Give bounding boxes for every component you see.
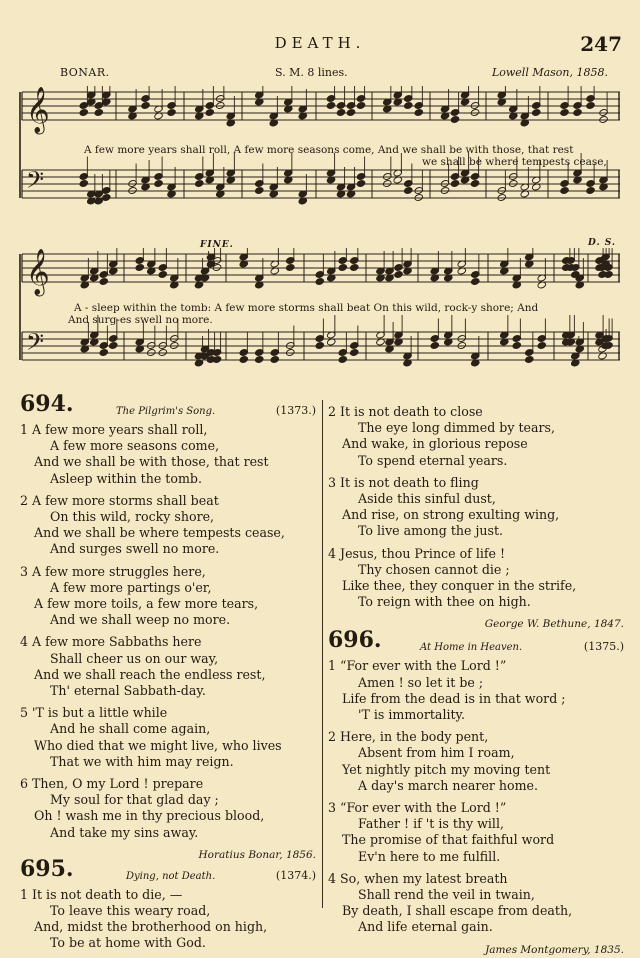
section-title: DEATH. xyxy=(274,34,366,52)
note-head xyxy=(383,180,392,188)
hymn-title: Dying, not Death. xyxy=(126,870,216,882)
hymn-number: 696. xyxy=(328,627,382,654)
verse-line: By death, I shall escape from death, xyxy=(342,903,573,919)
note-head xyxy=(457,342,466,350)
verse-line: Yet nightly pitch my moving tent xyxy=(342,761,551,777)
note-head xyxy=(450,116,459,124)
verse-line: Asleep within the tomb. xyxy=(50,470,202,486)
note-head xyxy=(216,102,225,110)
verse-line: 'T is immortality. xyxy=(358,707,466,723)
hymn-header xyxy=(20,391,316,422)
stanza xyxy=(328,800,624,865)
note-head xyxy=(414,194,423,202)
verse-line: 3 It is not death to fling xyxy=(328,474,479,490)
lyrics-line-1a: A few more years shall roll, A few more seasons come, And we shall be with those, that rest xyxy=(84,144,574,156)
note-head xyxy=(346,109,355,117)
column-divider xyxy=(322,400,323,908)
note-head xyxy=(79,180,88,188)
verse-line: Who died that we might live, who lives xyxy=(34,737,282,753)
verse-line: A few more toils, a few more tears, xyxy=(34,596,259,612)
note-head xyxy=(99,278,108,286)
stanza xyxy=(328,546,624,611)
stanza xyxy=(20,887,316,952)
verse-line: To be at home with God. xyxy=(50,935,206,951)
page-number: 247 xyxy=(580,32,622,56)
hymn-author: James Montgomery, 1835. xyxy=(485,943,624,956)
note-head xyxy=(338,356,347,364)
tune-composer: Lowell Mason, 1858. xyxy=(491,66,608,79)
note-head xyxy=(599,116,608,124)
verse-line: 2 Here, in the body pent, xyxy=(328,729,489,745)
verse-line: 5 'T is but a little while xyxy=(20,705,168,721)
verse-line: Shall cheer us on our way, xyxy=(50,650,219,666)
note-head xyxy=(141,102,150,110)
note-head xyxy=(537,342,546,350)
verse-line: Shall rend the veil in twain, xyxy=(358,887,535,903)
verse-line: And wake, in glorious repose xyxy=(342,436,528,452)
stanza xyxy=(20,493,316,558)
verse-line: 2 It is not death to close xyxy=(328,404,483,419)
hymn-reference: (1375.) xyxy=(583,640,624,654)
note-head xyxy=(94,109,103,117)
hymn-694 xyxy=(20,391,316,863)
verse-line: 3 “For ever with the Lord !” xyxy=(328,800,507,816)
verse-line: Amen ! so let it be ; xyxy=(358,674,484,690)
note-head xyxy=(154,180,163,188)
note-head xyxy=(286,264,295,272)
note-head xyxy=(560,109,569,117)
tune-name: BONAR. xyxy=(60,66,110,79)
note-head xyxy=(404,102,413,110)
hymn-title: The Pilgrim's Song. xyxy=(116,406,216,417)
stanza xyxy=(328,404,624,469)
verse-line: The eye long dimmed by tears, xyxy=(358,420,555,436)
note-head xyxy=(525,356,534,364)
hymn-author: George W. Bethune, 1847. xyxy=(484,618,624,631)
verse-line: A few more partings o'er, xyxy=(50,579,212,595)
note-head xyxy=(255,187,264,195)
hymn-reference: (1373.) xyxy=(275,404,316,417)
note-head xyxy=(286,349,295,357)
treble-clef: 𝄞 xyxy=(26,87,50,133)
left-column xyxy=(20,391,316,958)
verse-line: And we shall reach the endless rest, xyxy=(34,666,266,682)
stanza xyxy=(20,705,316,770)
verse-line: To spend eternal years. xyxy=(358,452,508,468)
note-head xyxy=(586,102,595,110)
hymn-695-continued xyxy=(328,404,624,610)
note-head xyxy=(532,109,541,117)
lyrics-line-2a: A - sleep within the tomb: A few more storms shall beat On this wild, rock-y shore; And xyxy=(74,302,539,314)
verse-line: That we with him may reign. xyxy=(50,753,234,769)
verse-line: 1 It is not death to die, — xyxy=(20,886,183,902)
verse-line: To leave this weary road, xyxy=(50,903,211,919)
stanza xyxy=(328,658,624,723)
verse-line: On this wild, rocky shore, xyxy=(50,509,215,525)
verse-line: And rise, on strong exulting wing, xyxy=(342,507,560,523)
stanza xyxy=(328,729,624,794)
note-head xyxy=(158,271,167,279)
note-head xyxy=(270,356,279,364)
verse-line: And we shall be with those, that rest xyxy=(34,454,269,470)
note-head xyxy=(158,349,167,357)
note-head xyxy=(350,349,359,357)
lyrics-line-2b: And surg-es swell no more. xyxy=(68,314,213,326)
hymn-number: 695. xyxy=(20,855,74,882)
verse-line: Ev'n here to me fulfill. xyxy=(358,848,501,864)
verse-line: And take my sins away. xyxy=(50,824,199,840)
verse-line: Oh ! wash me in thy precious blood, xyxy=(34,808,265,824)
verse-line: 1 “For ever with the Lord !” xyxy=(328,658,507,674)
hymn-title: At Home in Heaven. xyxy=(420,642,523,654)
hymn-reference: (1374.) xyxy=(275,868,316,882)
note-head xyxy=(79,109,88,117)
hymn-stanzas xyxy=(328,658,624,935)
stanza xyxy=(328,871,624,936)
right-column xyxy=(328,404,624,958)
verse-line: 4 So, when my latest breath xyxy=(328,870,508,886)
hymn-696 xyxy=(328,627,624,957)
verse-line: Thy chosen cannot die ; xyxy=(358,561,510,577)
note-head xyxy=(497,194,506,202)
verse-line: And surges swell no more. xyxy=(50,541,220,557)
verse-line: And he shall come again, xyxy=(50,721,211,737)
hymn-header xyxy=(20,855,316,887)
note-head xyxy=(326,102,335,110)
fine-marking: FINE. xyxy=(200,240,234,250)
note-head xyxy=(450,180,459,188)
note-head xyxy=(135,264,144,272)
verse-line: 3 A few more struggles here, xyxy=(20,563,206,579)
verse-line: Life from the dead is in that word ; xyxy=(342,690,566,706)
verse-line: 1 A few more years shall roll, xyxy=(20,422,208,437)
note-head xyxy=(147,349,156,357)
tune-meter: S. M. 8 lines. xyxy=(275,66,348,79)
stanza xyxy=(20,776,316,841)
stanza xyxy=(328,475,624,540)
verse-line: 6 Then, O my Lord ! prepare xyxy=(20,776,204,792)
note-head xyxy=(414,109,423,117)
verse-line: To reign with thee on high. xyxy=(358,594,531,610)
note-head xyxy=(99,349,108,357)
note-head xyxy=(128,187,137,195)
note-head xyxy=(350,264,359,272)
note-head xyxy=(205,109,214,117)
stanza xyxy=(20,564,316,629)
verse-line: 4 A few more Sabbaths here xyxy=(20,634,202,650)
hymn-stanzas xyxy=(20,422,316,841)
note-head xyxy=(471,278,480,286)
bass-clef: 𝄢 xyxy=(26,166,45,199)
note-head xyxy=(356,180,365,188)
verse-line: Father ! if 't is thy will, xyxy=(358,816,504,832)
note-head xyxy=(338,264,347,272)
verse-line: Absent from him I roam, xyxy=(358,745,515,761)
note-head xyxy=(239,356,248,364)
note-head xyxy=(356,102,365,110)
verse-line: A day's march nearer home. xyxy=(358,777,539,793)
stanza xyxy=(20,422,316,487)
verse-line: And life eternal gain. xyxy=(358,919,493,935)
hymn-header xyxy=(328,627,624,658)
note-head xyxy=(195,180,204,188)
note-head xyxy=(315,278,324,286)
verse-line: And we shall weep no more. xyxy=(50,612,231,628)
note-head xyxy=(470,180,479,188)
lyrics-line-1b: we shall be where tempests cease, xyxy=(422,156,607,168)
verse-line: 2 A few more storms shall beat xyxy=(20,492,219,508)
note-head xyxy=(404,187,413,195)
verse-line: Like thee, they conquer in the strife, xyxy=(342,578,577,594)
verse-line: Aside this sinful dust, xyxy=(358,491,496,507)
verse-line: 4 Jesus, thou Prince of life ! xyxy=(328,545,506,561)
treble-clef: 𝄞 xyxy=(26,249,50,295)
note-head xyxy=(167,109,176,117)
verse-line: The promise of that faithful word xyxy=(342,832,555,848)
hymn-695 xyxy=(20,855,316,952)
verse-line: A few more seasons come, xyxy=(50,438,220,454)
verse-line: My soul for that glad day ; xyxy=(50,792,219,808)
hymn-author: Horatius Bonar, 1856. xyxy=(198,848,316,861)
note-head xyxy=(560,187,569,195)
verse-line: To live among the just. xyxy=(358,523,504,539)
note-head xyxy=(440,187,449,195)
note-head xyxy=(573,109,582,117)
hymn-number: 694. xyxy=(20,391,74,417)
note-head xyxy=(586,187,595,195)
note-head xyxy=(109,342,118,350)
hymn-stanzas xyxy=(20,887,316,952)
bass-clef: 𝄢 xyxy=(26,328,45,361)
verse-line: And we shall be where tempests cease, xyxy=(34,525,285,541)
note-head xyxy=(470,109,479,117)
stanza xyxy=(20,634,316,699)
verse-line: And, midst the brotherhood on high, xyxy=(34,919,268,935)
note-head xyxy=(255,356,264,364)
note-head xyxy=(336,109,345,117)
note-head xyxy=(430,342,439,350)
ds-marking: D. S. xyxy=(588,238,617,248)
note-head xyxy=(394,271,403,279)
note-head xyxy=(512,342,521,350)
note-head xyxy=(315,342,324,350)
note-head xyxy=(170,342,179,350)
verse-line: Th' eternal Sabbath-day. xyxy=(50,683,206,699)
note-head xyxy=(509,180,518,188)
